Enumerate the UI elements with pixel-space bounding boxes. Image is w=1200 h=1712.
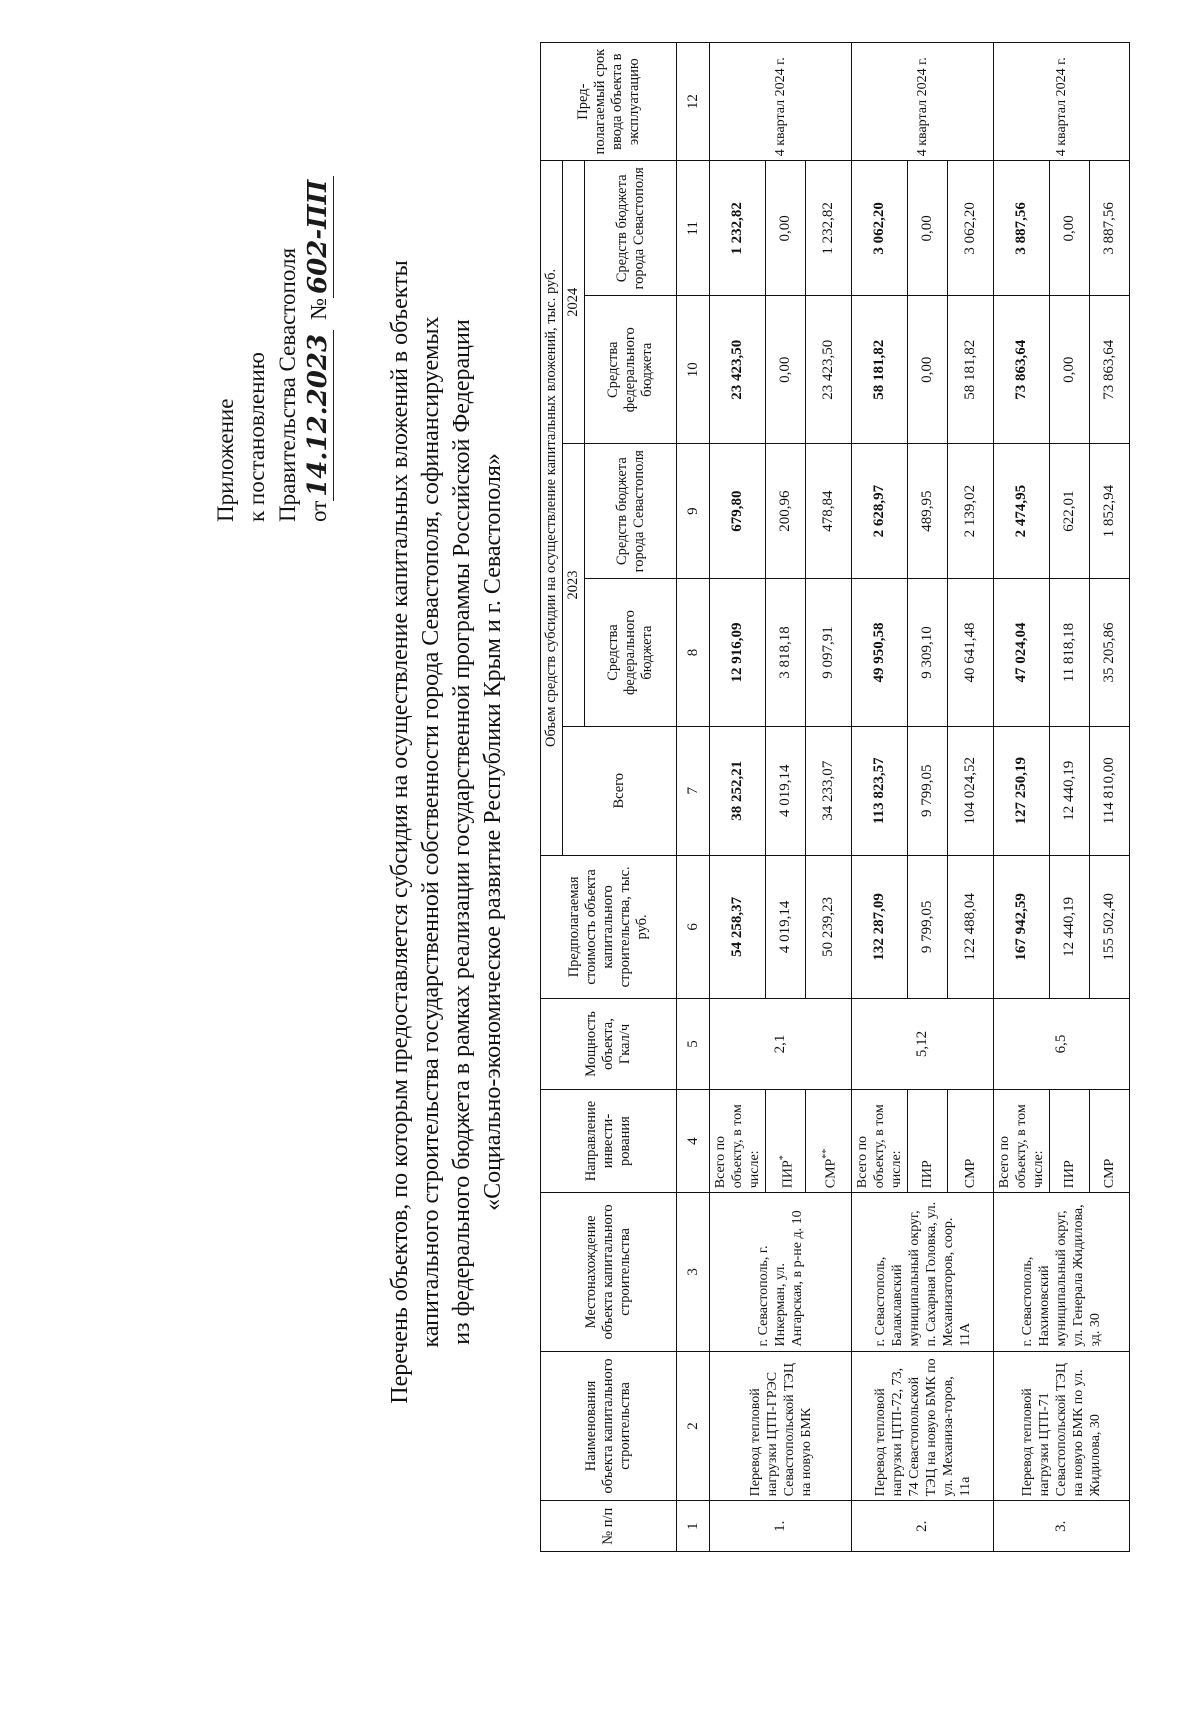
header-name: Наименования объекта капитального строительства bbox=[541, 1351, 677, 1501]
city-2023-cell: 679,80 bbox=[710, 444, 766, 579]
index-cell: 4 bbox=[677, 1089, 710, 1192]
city-2023-cell: 2 628,97 bbox=[852, 444, 908, 579]
index-cell: 2 bbox=[677, 1351, 710, 1501]
federal-2024-cell: 73 863,64 bbox=[994, 296, 1050, 444]
cost-cell: 9 799,05 bbox=[908, 855, 948, 999]
federal-2024-cell: 58 181,82 bbox=[948, 296, 994, 444]
city-2024-cell: 3 887,56 bbox=[1090, 161, 1130, 296]
index-cell: 7 bbox=[677, 726, 710, 855]
cost-cell: 54 258,37 bbox=[710, 855, 766, 999]
object-location: г. Севастополь, Балаклавский муниципальный округ, п. Сахарная Головка, ул. Механизаторов, соор. 11А bbox=[852, 1193, 994, 1351]
document-title bbox=[385, 152, 509, 1512]
total-cell: 114 810,00 bbox=[1090, 726, 1130, 855]
direction-cell bbox=[806, 1089, 852, 1192]
federal-2024-cell: 0,00 bbox=[908, 296, 948, 444]
city-2024-cell: 3 887,56 bbox=[994, 161, 1050, 296]
cost-cell: 4 019,14 bbox=[766, 855, 806, 999]
appendix-government-line: Правительства Севастополя bbox=[275, 247, 300, 522]
city-2023-cell: 200,96 bbox=[766, 444, 806, 579]
header-direction: Направление инвести-рования bbox=[541, 1089, 677, 1192]
direction-cell: ПИР bbox=[908, 1089, 948, 1192]
city-2024-cell: 0,00 bbox=[908, 161, 948, 296]
index-cell: 8 bbox=[677, 579, 710, 727]
header-subsidy-group: Объем средств субсидии на осуществление капитальных вложений, тыс. руб. bbox=[541, 161, 563, 855]
capacity-cell: 2,1 bbox=[710, 999, 852, 1090]
city-2024-cell: 0,00 bbox=[1050, 161, 1090, 296]
cost-cell: 12 440,19 bbox=[1050, 855, 1090, 999]
title-line-3: из федерального бюджета в рамках реализации государственной программы Российской Федерации bbox=[449, 319, 475, 1345]
term-cell: 4 квартал 2024 г. bbox=[852, 43, 994, 161]
city-2023-cell: 1 852,94 bbox=[1090, 444, 1130, 579]
appendix-date-number-line bbox=[303, 176, 334, 522]
direction-cell: Всего по объекту, в том числе: bbox=[852, 1089, 908, 1192]
direction-cell bbox=[766, 1089, 806, 1192]
federal-2023-cell: 35 205,86 bbox=[1090, 579, 1130, 727]
footnote-mark: * bbox=[777, 1155, 789, 1161]
object-num: 3. bbox=[994, 1501, 1130, 1552]
direction-cell: СМР bbox=[948, 1089, 994, 1192]
header-federal-2024: Средства федерального бюджета bbox=[585, 296, 677, 444]
title-line-1: Перечень объектов, по которым предоставляется субсидия на осуществление капитальных вложений в объекты bbox=[387, 260, 413, 1404]
object-num: 2. bbox=[852, 1501, 994, 1552]
header-year-2024: 2024 bbox=[563, 161, 585, 444]
term-cell: 4 квартал 2024 г. bbox=[710, 43, 852, 161]
federal-2023-cell: 40 641,48 bbox=[948, 579, 994, 727]
total-cell: 127 250,19 bbox=[994, 726, 1050, 855]
federal-2023-cell: 49 950,58 bbox=[852, 579, 908, 727]
city-2023-cell: 478,84 bbox=[806, 444, 852, 579]
header-term: Пред-полагаемый срок ввода объекта в эксплуатацию bbox=[541, 43, 677, 161]
header-total: Всего bbox=[563, 726, 677, 855]
cost-cell: 155 502,40 bbox=[1090, 855, 1130, 999]
federal-2023-cell: 9 309,10 bbox=[908, 579, 948, 727]
index-cell: 9 bbox=[677, 444, 710, 579]
title-line-2: капитального строительства государственной собственности города Севастополя, софинансируемых bbox=[418, 316, 444, 1348]
cost-cell: 132 287,09 bbox=[852, 855, 908, 999]
cost-cell: 167 942,59 bbox=[994, 855, 1050, 999]
table-row bbox=[852, 43, 908, 1552]
header-capacity: Мощность объекта, Гкал/ч bbox=[541, 999, 677, 1090]
term-cell: 4 квартал 2024 г. bbox=[994, 43, 1130, 161]
federal-2023-cell: 11 818,18 bbox=[1050, 579, 1090, 727]
direction-cell: Всего по объекту, в том числе: bbox=[710, 1089, 766, 1192]
object-name: Перевод тепловой нагрузки ЦТП-72, 73, 74 Севастопольской ТЭЦ на новую БМК по ул. Механиза-торов, 11а bbox=[852, 1351, 994, 1501]
number-prefix: № bbox=[306, 297, 331, 320]
city-2024-cell: 3 062,20 bbox=[852, 161, 908, 296]
total-cell: 12 440,19 bbox=[1050, 726, 1090, 855]
direction-cell: Всего по объекту, в том числе: bbox=[994, 1089, 1050, 1192]
footnote-mark: ** bbox=[820, 1148, 832, 1159]
object-location: г. Севастополь, г. Инкерман, ул. Ангарская, в р-не д. 10 bbox=[710, 1193, 852, 1351]
federal-2024-cell: 23 423,50 bbox=[710, 296, 766, 444]
object-num: 1. bbox=[710, 1501, 852, 1552]
index-cell: 10 bbox=[677, 296, 710, 444]
total-cell: 38 252,21 bbox=[710, 726, 766, 855]
total-cell: 34 233,07 bbox=[806, 726, 852, 855]
federal-2023-cell: 9 097,91 bbox=[806, 579, 852, 727]
header-city-2024: Средств бюджета города Севастополя bbox=[585, 161, 677, 296]
direction-cell: ПИР bbox=[1050, 1089, 1090, 1192]
federal-2024-cell: 0,00 bbox=[1050, 296, 1090, 444]
total-cell: 4 019,14 bbox=[766, 726, 806, 855]
index-cell: 3 bbox=[677, 1193, 710, 1351]
appendix-resolution-line: к постановлению bbox=[244, 352, 269, 522]
city-2024-cell: 1 232,82 bbox=[710, 161, 766, 296]
federal-2023-cell: 12 916,09 bbox=[710, 579, 766, 727]
object-name: Перевод тепловой нагрузки ЦТП-ГРЭС Севастопольской ТЭЦ на новую БМК bbox=[710, 1351, 852, 1501]
title-line-4: «Социально-экономическое развитие Республики Крым и г. Севастополя» bbox=[480, 453, 506, 1211]
index-cell: 11 bbox=[677, 161, 710, 296]
direction-cell: СМР bbox=[1090, 1089, 1130, 1192]
header-year-2023: 2023 bbox=[563, 444, 585, 727]
city-2023-cell: 2 139,02 bbox=[948, 444, 994, 579]
column-index-row bbox=[677, 43, 710, 1552]
index-cell: 5 bbox=[677, 999, 710, 1090]
appendix-block bbox=[210, 176, 334, 522]
header-city-2023: Средств бюджета города Севастополя bbox=[585, 444, 677, 579]
header-location: Местонахождение объекта капитального строительства bbox=[541, 1193, 677, 1351]
city-2024-cell: 1 232,82 bbox=[806, 161, 852, 296]
federal-2023-cell: 3 818,18 bbox=[766, 579, 806, 727]
cost-cell: 122 488,04 bbox=[948, 855, 994, 999]
objects-table bbox=[540, 42, 1130, 1552]
city-2023-cell: 2 474,95 bbox=[994, 444, 1050, 579]
direction-label: СМР bbox=[823, 1158, 839, 1189]
total-cell: 9 799,05 bbox=[908, 726, 948, 855]
federal-2024-cell: 0,00 bbox=[766, 296, 806, 444]
direction-label: ПИР bbox=[780, 1160, 796, 1189]
capacity-cell: 5,12 bbox=[852, 999, 994, 1090]
index-cell: 1 bbox=[677, 1501, 710, 1552]
table-row bbox=[994, 43, 1050, 1552]
city-2024-cell: 3 062,20 bbox=[948, 161, 994, 296]
header-federal-2023: Средства федерального бюджета bbox=[585, 579, 677, 727]
federal-2023-cell: 47 024,04 bbox=[994, 579, 1050, 727]
handwritten-number: 602-ПП bbox=[303, 176, 334, 298]
header-row-1 bbox=[541, 43, 563, 1552]
federal-2024-cell: 58 181,82 bbox=[852, 296, 908, 444]
city-2023-cell: 489,95 bbox=[908, 444, 948, 579]
federal-2024-cell: 73 863,64 bbox=[1090, 296, 1130, 444]
object-name: Перевод тепловой нагрузки ЦТП-71 Севастопольской ТЭЦ на новую БМК по ул. Жидилова, 30 bbox=[994, 1351, 1130, 1501]
table-row bbox=[710, 43, 766, 1552]
appendix-label: Приложение bbox=[213, 398, 238, 522]
total-cell: 113 823,57 bbox=[852, 726, 908, 855]
federal-2024-cell: 23 423,50 bbox=[806, 296, 852, 444]
header-cost: Предполагаемая стоимость объекта капитального строительства, тыс. руб. bbox=[541, 855, 677, 999]
object-location: г. Севастополь, Нахимовский муниципальный округ, ул. Генерала Жидилова, зд. 30 bbox=[994, 1193, 1130, 1351]
index-cell: 12 bbox=[677, 43, 710, 161]
city-2024-cell: 0,00 bbox=[766, 161, 806, 296]
header-num: № п/п bbox=[541, 1501, 677, 1552]
capacity-cell: 6,5 bbox=[994, 999, 1130, 1090]
index-cell: 6 bbox=[677, 855, 710, 999]
total-cell: 104 024,52 bbox=[948, 726, 994, 855]
date-prefix: от bbox=[306, 500, 331, 522]
cost-cell: 50 239,23 bbox=[806, 855, 852, 999]
handwritten-date: 14.12.2023 bbox=[303, 330, 334, 501]
city-2023-cell: 622,01 bbox=[1050, 444, 1090, 579]
